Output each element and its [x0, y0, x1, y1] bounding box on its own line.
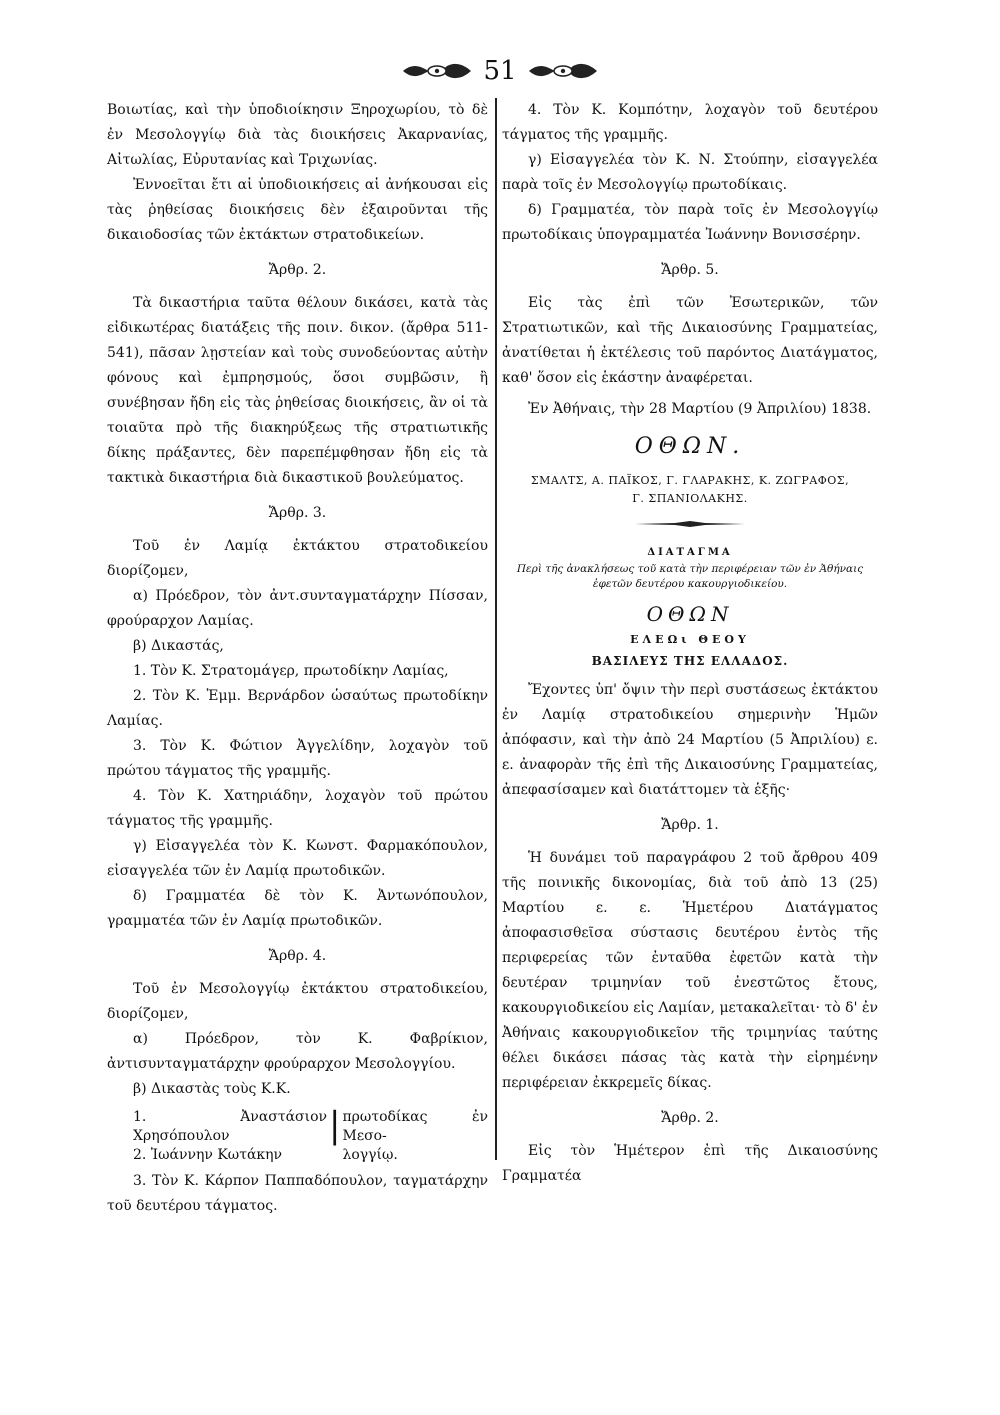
judge-name: 2. Ἰωάννην Κωτάκην — [133, 1147, 283, 1163]
left-column — [107, 98, 488, 1219]
paragraph: α) Πρόεδρον, τὸν ἀντ.συνταγματάρχην Πίσσαν, φρούραρχον Λαμίας. — [107, 588, 488, 629]
article-heading: Ἄρθρ. 2. — [268, 262, 327, 278]
date-line: Ἐν Ἀθήναις, τὴν 28 Μαρτίου (9 Ἀπριλίου) 1838. — [528, 401, 872, 417]
paragraph: Ἡ δυνάμει τοῦ παραγράφου 2 τοῦ ἄρθρου 409 τῆς ποινικῆς δικονομίας, διὰ τοῦ ἀπὸ 13 (25) Μαρτίου ε. ε. Ἡμετέρου Διατάγματος ἀποφασισθεῖσα σύστασις δευτέρου ἐντὸς τῆς περιφερείας τῶν ἐνταῦθα ἐφετῶν κατὰ τὴν δευτέραν τριμηνίαν τοῦ ἐνεστῶτος ἔτους, κακουργιοδικείου εἰς Λαμίαν, μετακαλεῖται· τὸ δ' ἐν Ἀθήναις κακουργιοδικεῖον τῆς τριμηνίας ταύτης θέλει δικάσει πάσας τὰς κατὰ τὴν εἰρημένην περιφέρειαν ἐκκρεμεῖς δίκας. — [502, 850, 878, 1091]
paragraph: 4. Τὸν Κ. Κομπότην, λοχαγὸν τοῦ δευτέρου τάγματος τῆς γραμμῆς. — [502, 102, 878, 143]
paragraph: γ) Εἰσαγγελέα τὸν Κ. Ν. Στούπην, εἰσαγγελέα παρὰ τοῖς ἐν Μεσολογγίῳ πρωτοδίκαις. — [502, 152, 878, 193]
page-header — [0, 58, 1000, 84]
paragraph: α) Πρόεδρον, τὸν Κ. Φαβρίκιον, ἀντισυνταγματάρχην φρούραρχον Μεσολογγίου. — [107, 1031, 488, 1072]
paragraph: Βοιωτίας, καὶ τὴν ὑποδιοίκησιν Ξηροχωρίου, τὸ δὲ ἐν Μεσολογγίῳ διὰ τὰς διοικήσεις Ἀκαρνανίας, Αἰτωλίας, Εὐρυτανίας καὶ Τριχωνίας. — [107, 102, 488, 168]
column-divider — [495, 98, 497, 1160]
signers-line: Γ. ΣΠΑΝΙΟΛΑΚΗΣ. — [632, 492, 748, 505]
judges-list — [133, 1104, 488, 1165]
article-heading: Ἄρθρ. 4. — [268, 948, 327, 964]
paragraph: Τοῦ ἐν Μεσολογγίῳ ἐκτάκτου στρατοδικείου, διορίζομεν, — [107, 981, 488, 1022]
paragraph: 3. Τὸν Κ. Φώτιον Ἀγγελίδην, λοχαγὸν τοῦ πρώτου τάγματος τῆς γραμμῆς. — [107, 738, 488, 779]
king-name: ΟΘΩΝ — [646, 602, 734, 626]
king-signature: ΟΘΩΝ. — [634, 434, 746, 459]
paragraph: γ) Εἰσαγγελέα τὸν Κ. Κωνστ. Φαρμακόπουλον, εἰσαγγελέα τῶν ἐν Λαμίᾳ πρωτοδικῶν. — [107, 838, 488, 879]
right-column — [502, 98, 878, 1189]
decree-subtitle — [502, 562, 878, 592]
paragraph: δ) Γραμματέα δὲ τὸν Κ. Ἀντωνόπουλον, γραμματέα τῶν ἐν Λαμίᾳ πρωτοδικῶν. — [107, 888, 488, 929]
paragraph: 2. Τὸν Κ. Ἐμμ. Βερνάρδον ὡσαύτως πρωτοδίκην Λαμίας. — [107, 688, 488, 729]
ministers-signatures — [502, 472, 878, 508]
paragraph: Εἰς τὰς ἐπὶ τῶν Ἐσωτερικῶν, τῶν Στρατιωτικῶν, καὶ τῆς Δικαιοσύνης Γραμματείας, ἀνατίθεται ἡ ἐκτέλεσις τοῦ παρόντος Διατάγματος, καθ' ὅσον εἰς ἑκάστην ἀναφέρεται. — [502, 295, 878, 386]
paragraph: β) Δικαστάς, — [133, 638, 224, 654]
paragraph: Τὰ δικαστήρια ταῦτα θέλουν δικάσει, κατὰ τὰς εἰδικωτέρας διατάξεις τῆς ποιν. δικον. (ἄρθρα 511-541), πᾶσαν λῃστείαν καὶ τοὺς συνοδεύοντας αὐτὴν φόνους καὶ ἐμπρησμούς, ὅσοι συμβῶσιν, ἢ συνέβησαν ἤδη εἰς τὰς ῥηθείσας διοικήσεις, ἂν οἱ τὰ τοιαῦτα πρὸ τῆς διακηρύξεως τῆς στρατιωτικῆς δίκης πράξαντες, δὲν παρεπέμφθησαν ἤδη εἰς τὰ τακτικὰ δικαστήρια διὰ δικαστικοῦ βουλεύματος. — [107, 295, 488, 486]
paragraph: 3. Τὸν Κ. Κάρπον Παππαδόπουλον, ταγματάρχην τοῦ δευτέρου τάγματος. — [107, 1173, 488, 1214]
article-heading: Ἄρθρ. 1. — [661, 817, 719, 833]
article-heading: Ἄρθρ. 3. — [268, 505, 327, 521]
paragraph: Ἔχοντες ὑπ' ὄψιν τὴν περὶ συστάσεως ἐκτάκτου ἐν Λαμίᾳ στρατοδικείου σημερινὴν Ἡμῶν ἀπόφασιν, καὶ τὴν ἀπὸ 24 Μαρτίου (5 Ἀπριλίου) ε. ε. ἀναφορὰν τῆς ἐπὶ τῆς Δικαιοσύνης Γραμματείας, ἀπεφασίσαμεν καὶ διατάττομεν τὰ ἑξῆς· — [502, 682, 878, 798]
article-heading: Ἄρθρ. 2. — [661, 1110, 719, 1126]
decree-subtitle-line: Περὶ τῆς ἀνακλήσεως τοῦ κατὰ τὴν περιφέρειαν τῶν ἐν Ἀθήναις — [516, 563, 864, 575]
paragraph: 1. Τὸν Κ. Στρατομάγερ, πρωτοδίκην Λαμίας, — [133, 663, 449, 679]
page-number: 51 — [483, 56, 517, 86]
section-divider — [502, 520, 878, 528]
paragraph: 4. Τὸν Κ. Χατηριάδην, λοχαγὸν τοῦ πρώτου τάγματος τῆς γραμμῆς. — [107, 788, 488, 829]
decree-subtitle-line: ἐφετῶν δευτέρου κακουργιοδικείου. — [592, 578, 788, 590]
king-title: ΒΑΣΙΛΕΥΣ ΤΗΣ ΕΛΛΑΔΟΣ. — [591, 654, 789, 668]
article-heading: Ἄρθρ. 5. — [661, 262, 719, 278]
paragraph: Ἐννοεῖται ἔτι αἱ ὑποδιοικήσεις αἱ ἀνήκουσαι εἰς τὰς ῥηθείσας διοικήσεις δὲν ἐξαιροῦνται τῆς δικαιοδοσίας τῶν ἐκτάκτων στρατοδικείων. — [107, 177, 488, 243]
paragraph: β) Δικαστὰς τοὺς Κ.Κ. — [133, 1081, 291, 1097]
decree-title: ΔΙΑΤΑΓΜΑ — [647, 547, 733, 558]
paragraph: δ) Γραμματέα, τὸν παρὰ τοῖς ἐν Μεσολογγίῳ πρωτοδίκαις ὑπογραμματέα Ἰωάννην Βονισσέρην. — [502, 202, 878, 243]
paragraph: Τοῦ ἐν Λαμίᾳ ἐκτάκτου στρατοδικείου διορίζομεν, — [107, 538, 488, 579]
judge-name: 1. Ἀναστάσιον Χρησόπουλον — [133, 1109, 328, 1144]
court-text: λογγίῳ. — [342, 1147, 398, 1163]
divider-ornament-icon — [635, 520, 745, 528]
brace-icon: | — [329, 1104, 341, 1147]
grace-of-god: ΕΛΕΩι ΘΕΟΥ — [630, 633, 750, 646]
right-ornament-icon — [527, 60, 599, 82]
court-text: πρωτοδίκας ἐν Μεσο- — [342, 1109, 488, 1144]
signers-line: ΣΜΑΛΤΣ, Α. ΠΑΪΚΟΣ, Γ. ΓΛΑΡΑΚΗΣ, Κ. ΖΩΓΡΑΦΟΣ, — [530, 474, 850, 487]
paragraph: Εἰς τὸν Ἡμέτερον ἐπὶ τῆς Δικαιοσύνης Γραμματέα — [502, 1143, 878, 1184]
left-ornament-icon — [401, 60, 473, 82]
